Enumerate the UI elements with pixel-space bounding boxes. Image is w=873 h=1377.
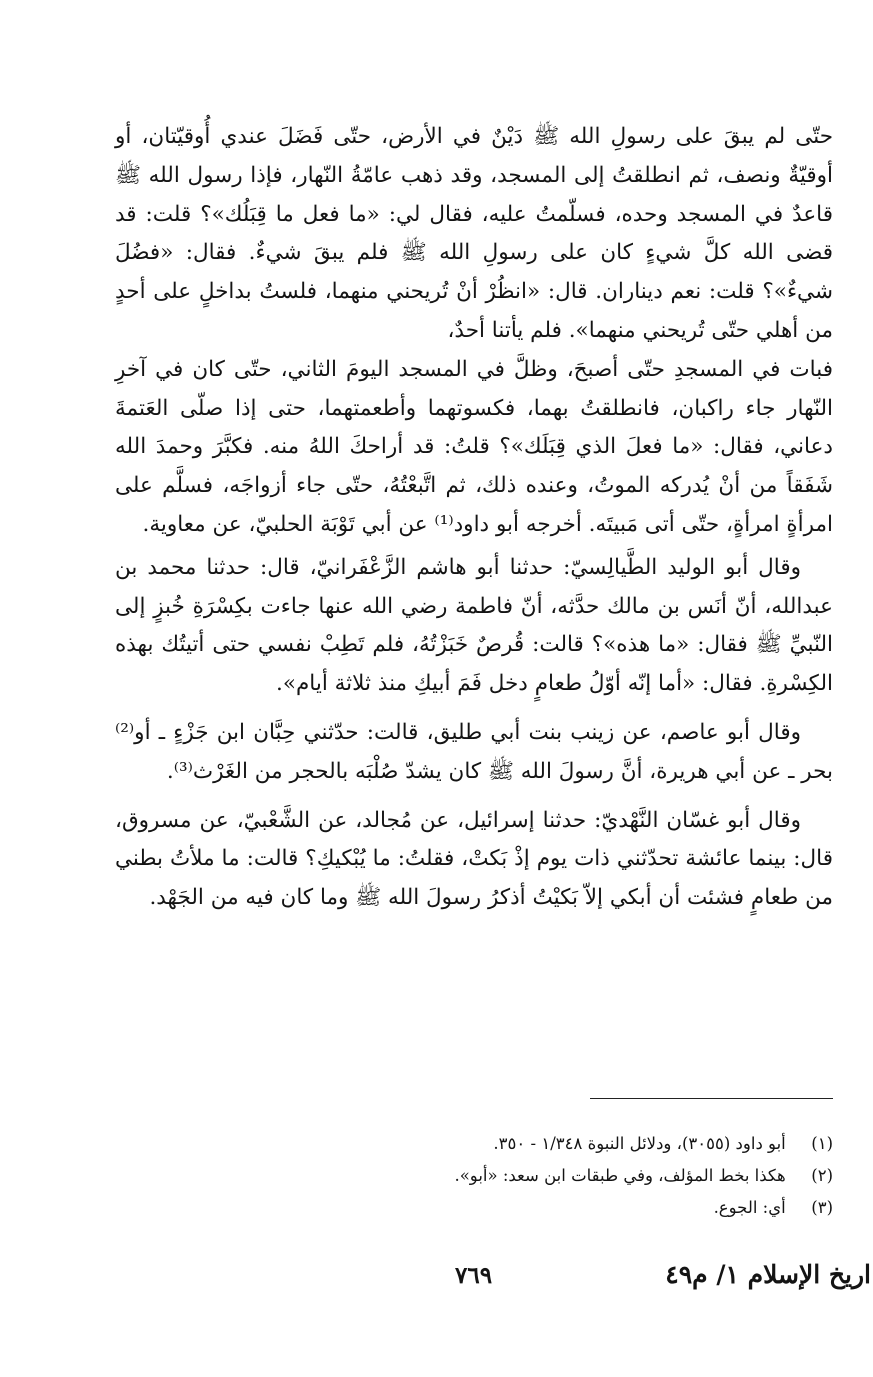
footnote-2 [200, 1160, 833, 1192]
page-number: ٧٦٩ [455, 1262, 493, 1289]
running-title: اريخ الإسلام ١/ م٤٩ [665, 1260, 871, 1289]
paragraph-5: وقال أبو غسّان النَّهْديّ: حدثنا إسرائيل، عن مُجالد، عن الشَّعْبيّ، عن مسروق، قال: بينما عائشة تحدّثني ذات يوم إذْ بَكتْ، فقلتُ: ما يُبْكيكِ؟ قالت: ما ملأتُ بطني من طعامٍ فشئت أن أبكي إلاّ بَكيْتُ أذكرُ رسولَ الله ﷺ وما كان فيه من الجَهْد. [115, 807, 833, 911]
footnote-number: (٢) [811, 1166, 833, 1185]
footnote-text: أي: الجوع. [713, 1198, 786, 1217]
footnotes [200, 1128, 833, 1224]
page-footer [0, 1260, 873, 1308]
footnote-number: (٣) [811, 1198, 833, 1217]
paragraph-2: فبات في المسجدِ حتّى أصبحَ، وظلَّ في المسجد اليومَ الثاني، حتّى كان في آخرِ النّهار جاء راكبان، فانطلقتُ بهما، فكسوتهما وأطعمتهما، حتى إذا صلّى العَتمةَ دعاني، فقال: «ما فعلَ الذي قِبَلَك»؟ قلتُ: قد أراحكَ اللهُ منه. فكبَّرَ وحمدَ الله شَفَقاً من أنْ يُدركه الموتُ، وعنده ذلك، ثم اتَّبعْتُهُ، حتّى جاء أزواجَه، فسلَّم على امرأةٍ امرأةٍ، حتّى أتى مَبيتَه. أخرجه أبو داود⁽¹⁾ عن أبي تَوْبَة الحلبيّ، عن معاوية. [115, 356, 833, 537]
footnote-text: أبو داود (٣٠٥٥)، ودلائل النبوة ١/٣٤٨ - ٣٥٠. [493, 1134, 786, 1153]
footnote-1 [200, 1128, 833, 1160]
paragraph-3: وقال أبو الوليد الطَّيالِسيّ: حدثنا أبو هاشم الزَّعْفَرانيّ، قال: حدثنا محمد بن عبدالله، أنّ أنَس بن مالك حدَّثه، أنّ فاطمة رضي الله عنها جاءت بكِسْرَةِ خُبزٍ إلى النّبيِّ ﷺ فقال: «ما هذه»؟ قالت: قُرصٌ خَبَزْتُهُ، فلم تَطِبْ نفسي حتى أتيتُك بهذه الكِسْرةِ. فقال: «أما إنّه أوّلُ طعامٍ دخل فَمَ أبيكِ منذ ثلاثة أيام». [115, 554, 833, 697]
footnote-separator [590, 1098, 833, 1099]
footnote-number: (١) [811, 1134, 833, 1153]
footnote-text: هكذا بخط المؤلف، وفي طبقات ابن سعد: «أبو». [454, 1166, 786, 1185]
paragraph-4: وقال أبو عاصم، عن زينب بنت أبي طليق، قالت: حدّثني حِبَّان ابن جَزْءٍ ـ أو⁽²⁾ بحر ـ عن أبي هريرة، أنَّ رسولَ الله ﷺ كان يشدّ صُلْبَه بالحجر من الغَرْث⁽³⁾. [115, 719, 833, 784]
paragraph-1: حتّى لم يبقَ على رسولِ الله ﷺ دَيْنٌ في الأرض، حتّى فَضَلَ عندي أُوقيّتان، أو أوقيّةٌ ونصف، ثم انطلقتُ إلى المسجد، وقد ذهب عامّةُ النّهار، فإذا رسول الله ﷺ قاعدٌ في المسجد وحده، فسلّمتُ عليه، فقال لي: «ما فعل ما قِبَلُك»؟ قلت: قد قضى الله كلَّ شيءٍ كان على رسولِ الله ﷺ فلم يبقَ شيءٌ. فقال: «فضُلَ شيءٌ»؟ قلت: نعم ديناران. قال: «انظُرْ أنْ تُريحني منهما، فلستُ بداخلٍ على أحدٍ من أهلي حتّى تُريحني منهما». فلم يأتنا أحدٌ، [115, 124, 833, 343]
main-text [115, 118, 833, 918]
footnote-3 [200, 1192, 833, 1224]
